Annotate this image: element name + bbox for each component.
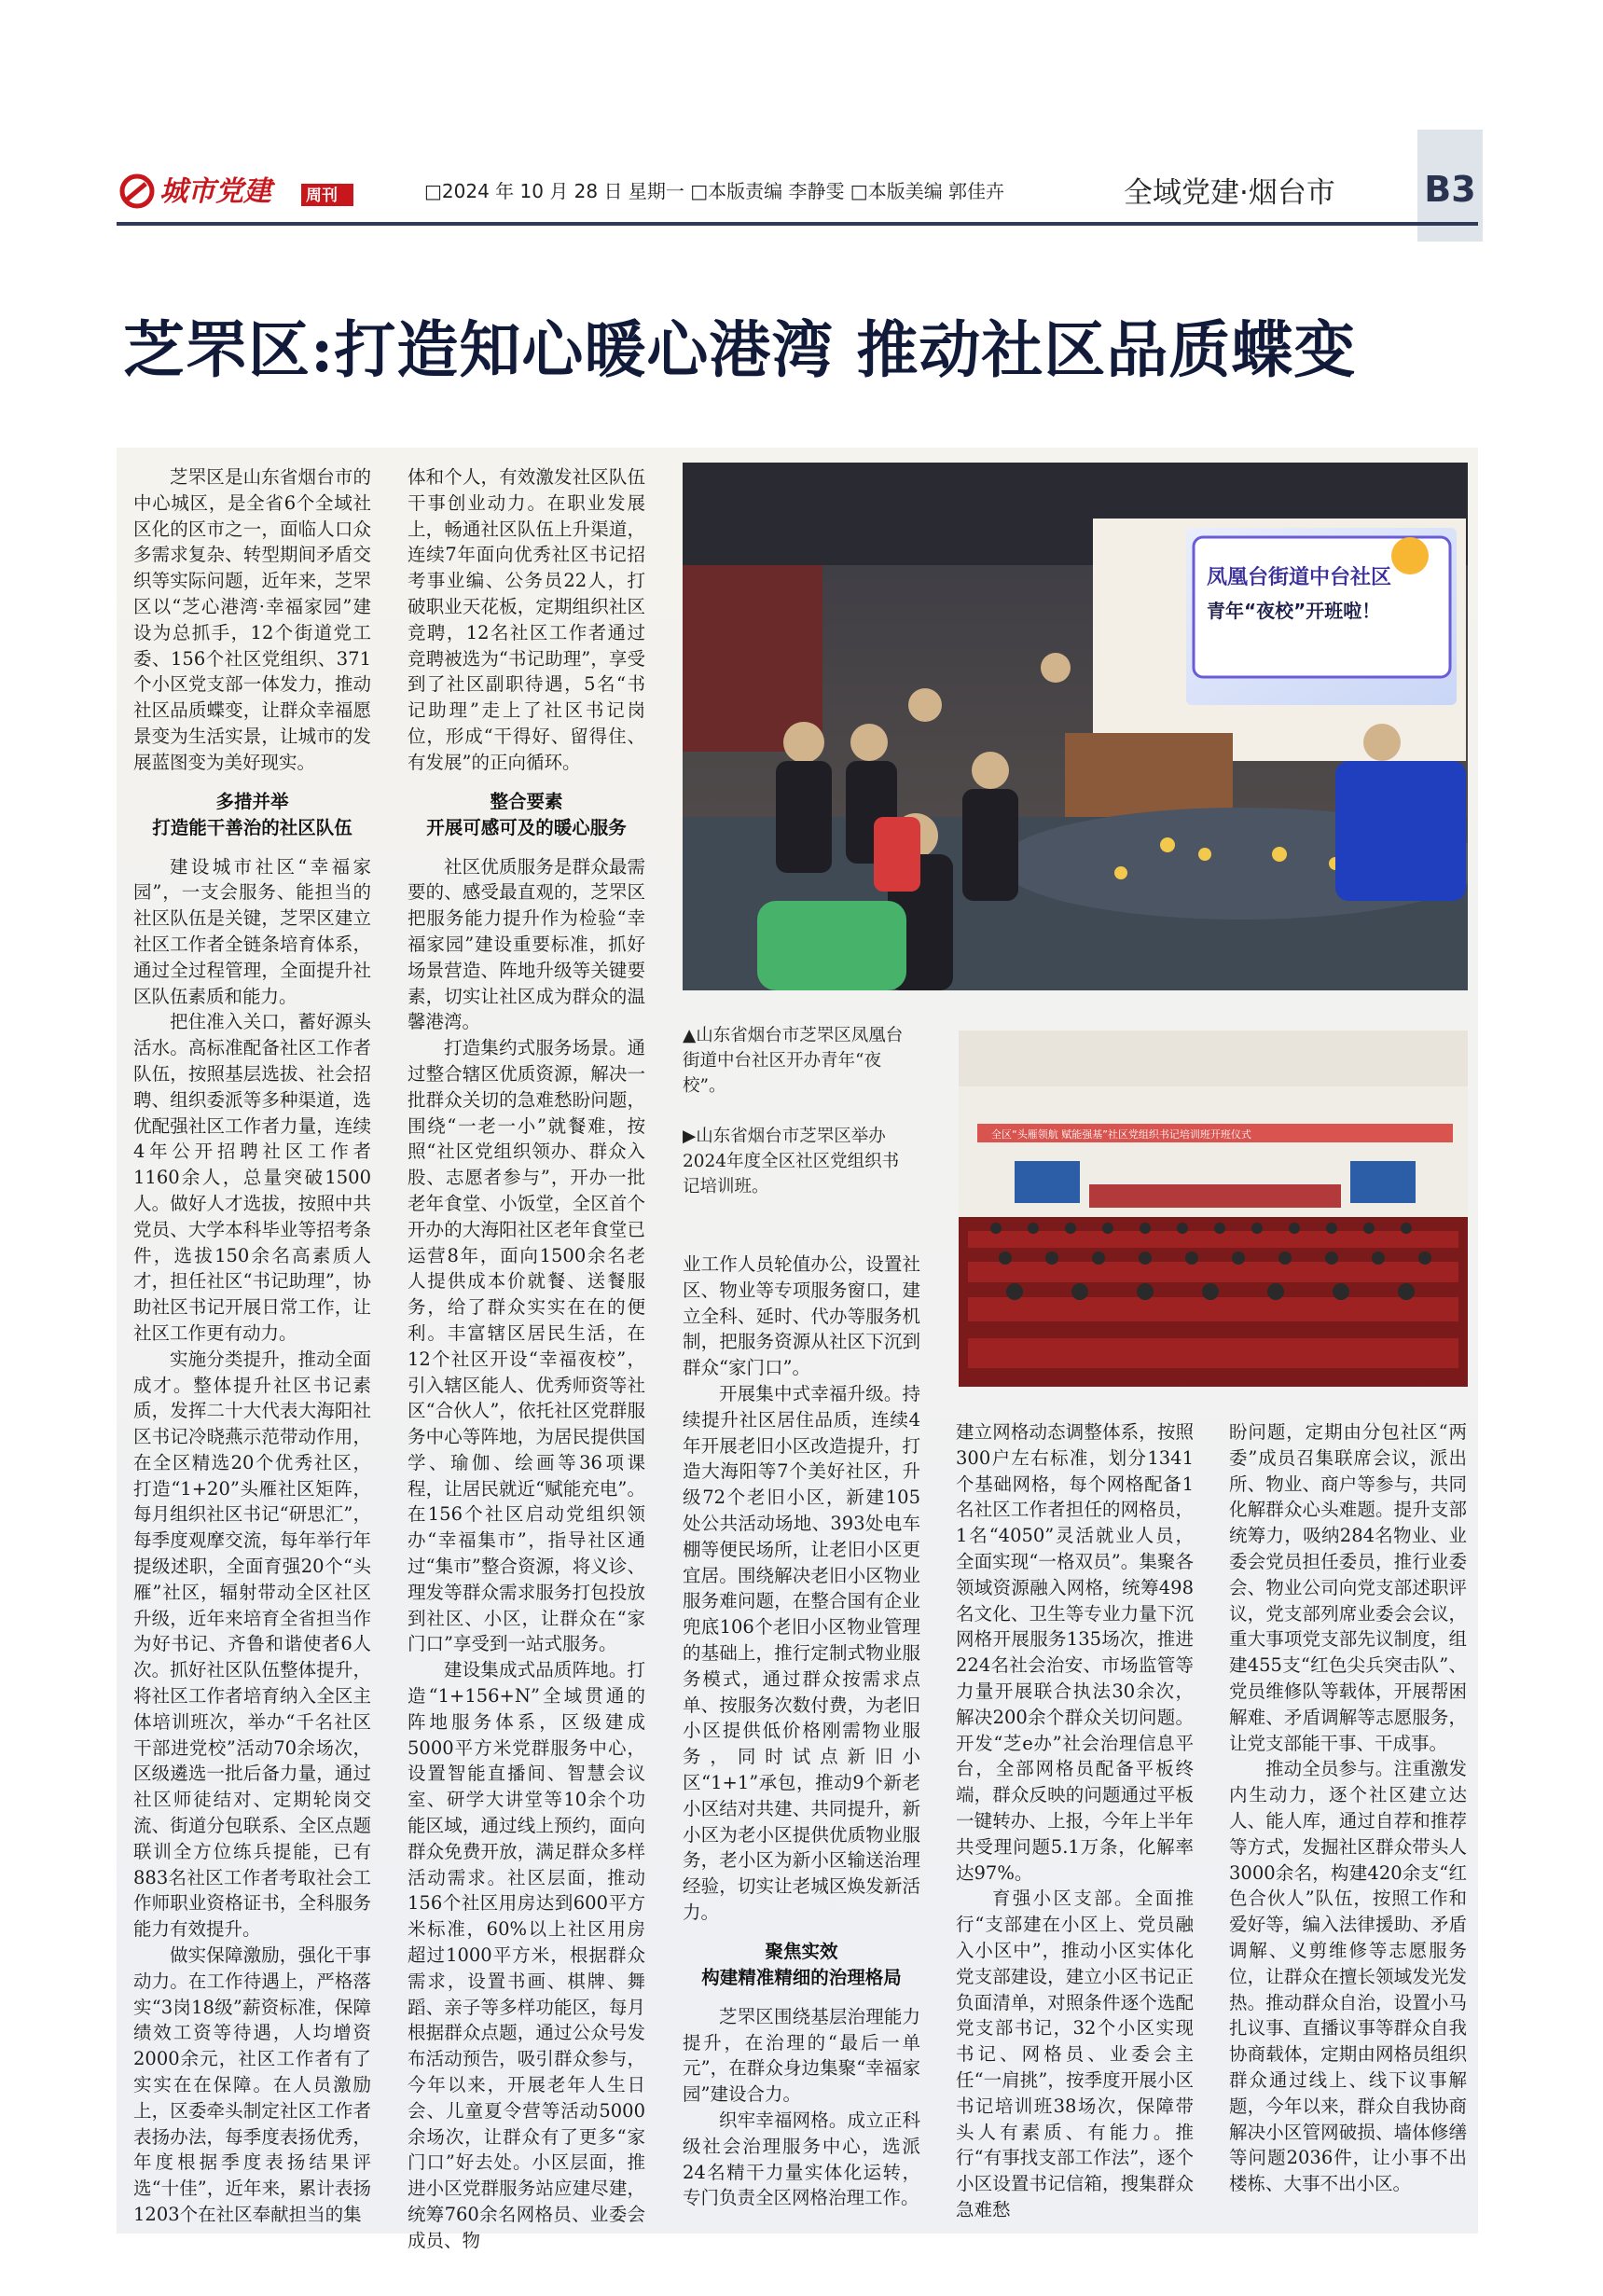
svg-text:周刊: 周刊	[306, 187, 338, 205]
photo1-caption: ▲山东省烟台市芝罘区凤凰台街道中台社区开办青年“夜校”。	[683, 1026, 904, 1096]
paragraph: 社区优质服务是群众最需要的、感受最直观的，芝罘区把服务能力提升作为检验“幸福家园”建设重要标准，抓好场景营造、阵地升级等关键要素，切实让社区成为群众的温馨港湾。	[408, 855, 645, 1033]
masthead	[117, 163, 1478, 228]
paragraph: 芝罘区是山东省烟台市的中心城区，是全省6个全域社区化的区市之一，面临人口众多需求复杂、转型期间矛盾交织等实际问题，近年来，芝罘区以“芝心港湾·幸福家园”建设为总抓手，12个街道党工委、156个社区党组织、371个小区党支部一体发力，推动社区品质蝶变，让群众幸福愿景变为生活实景，让城市的发展蓝图变为美好现实。	[133, 466, 371, 773]
paragraph: 做实保障激励，强化干事动力。在工作待遇上，严格落实“3岗18级”薪资标准，保障绩效工资等待遇，人均增资2000余元，社区工作者有了实实在在保障。在人员激励上，区委牵头制定社区工作者表扬办法，每季度表扬优秀，年度根据季度表扬结果评选“十佳”，近年来，累计表扬1203个在社区奉献担当的集	[133, 1944, 371, 2225]
subheading-line: 聚焦实效	[765, 1940, 838, 1962]
paragraph: 打造集约式服务场景。通过整合辖区优质资源，解决一批群众关切的急难愁盼问题，围绕“一老一小”就餐难，按照“社区党组织领办、群众入股、志愿者参与”，开办一批老年食堂、小饭堂，全区首个开办的大海阳社区老年食堂已运营8年，面向1500余名老人提供成本价就餐、送餐服务，给了群众实实在在的便利。丰富辖区居民生活，在12个社区开设“幸福夜校”，引入辖区能人、优秀师资等社区“合伙人”，依托社区党群服务中心等阵地，为居民提供国学、瑜伽、绘画等36项课程，让居民就近“赋能充电”。在156个社区启动党组织领办“幸福集市”，指导社区通过“集市”整合资源，将义诊、理发等群众需求服务打包投放到社区、小区，让群众在“家门口”享受到一站式服务。	[408, 1037, 645, 1655]
newspaper-logo	[117, 163, 359, 219]
article-column-3	[683, 1252, 920, 2211]
paragraph: 体和个人，有效激发社区队伍干事创业动力。在职业发展上，畅通社区队伍上升渠道，连续7年面向优秀社区书记招考事业编、公务员22人，打破职业天花板，定期组织社区竞聘，12名社区工作者通过竞聘被选为“书记助理”，享受到了社区副职待遇，5名“书记助理”走上了社区书记岗位，形成“干得好、留得住、有发展”的正向循环。	[408, 466, 645, 773]
screen-subtitle: 青年“夜校”开班啦！	[1207, 600, 1381, 622]
paragraph: 建设城市社区“幸福家园”，一支会服务、能担当的社区队伍是关键，芝罘区建立社区工作者全链条培育体系，通过全过程管理，全面提升社区队伍素质和能力。	[133, 855, 371, 1007]
paragraph: 建立网格动态调整体系，按照300户左右标准，划分1341个基础网格，每个网格配备1名社区工作者担任的网格员，1名“4050”灵活就业人员，全面实现“一格双员”。集聚各领域资源融入网格，统筹498名文化、卫生等专业力量下沉网格开展服务135场次，推进224名社会治安、市场监管等力量开展联合执法30余次，解决200余个群众关切问题。开发“芝e办”社会治理信息平台，全部网格员配备平板终端，群众反映的问题通过平板一键转办、上报，今年上半年共受理问题5.1万条，化解率达97%。	[956, 1421, 1194, 1884]
paragraph: 推动全员参与。注重激发内生动力，逐个社区建立达人、能人库，通过自荐和推荐等方式，发掘社区群众带头人3000余名，构建420余支“红色合伙人”队伍，按照工作和爱好等，编入法律援助、矛盾调解、义剪维修等志愿服务位，让群众在擅长领域发光发热。推动群众自治，设置小马扎议事、直播议事等群众自我协商载体，定期由网格员组织群众通过线上、线下议事解题，今年以来，群众自我协商解决小区管网破损、墙体修缮等问题2036件，让小事不出楼栋、大事不出小区。	[1229, 1758, 1467, 2195]
paragraph: 实施分类提升，推动全面成才。整体提升社区书记素质，发挥二十大代表大海阳社区书记冷晓燕示范带动作用，在全区精选20个优秀社区，打造“1+20”头雁社区矩阵，每月组织社区书记“研思汇”，每季度观摩交流，每年举行年提级述职，全面育强20个“头雁”社区，辐射带动全区社区升级，近年来培育全省担当作为好书记、齐鲁和谐使者6人次。抓好社区队伍整体提升，将社区工作者培育纳入全区主体培训班次，举办“千名社区干部进党校”活动70余场次，区级遴选一批后备力量，通过社区师徒结对、定期轮岗交流、街道分包联系、全区点题联训全方位练兵提能，已有883名社区工作者考取社会工作师职业资格证书，全科服务能力有效提升。	[133, 1348, 371, 1941]
page-number: B3	[1424, 169, 1476, 210]
subheading-line: 构建精准精细的治理格局	[701, 1966, 902, 1988]
paragraph: 开展集中式幸福升级。持续提升社区居住品质，连续4年开展老旧小区改造提升，打造大海阳等7个美好社区，升级72个老旧小区，新建105处公共活动场地、393处电车棚等便民场所，让老旧小区更宜居。围绕解决老旧小区物业服务难问题，在整合国有企业兜底106个老旧小区物业管理的基础上，推行定制式物业服务模式，通过群众按需求点单、按服务次数付费，为老旧小区提供低价格刚需物业服务，同时试点新旧小区“1+1”承包，推动9个新老小区结对共建、共同提升，新小区为老小区提供优质物业服务，老小区为新小区输送治理经验，切实让老城区焕发新活力。	[683, 1382, 920, 1923]
paragraph: 育强小区支部。全面推行“支部建在小区上、党员融入小区中”，推动小区实体化党支部建设，建立小区书记正负面清单，对照条件逐个选配党支部书记，32个小区实现书记、网格员、业委会主任“一肩挑”，按季度开展小区书记培训班38场次，保障带头人有素质、有能力。推行“有事找支部工作法”，逐个小区设置书记信箱，搜集群众急难愁	[956, 1888, 1194, 2220]
headline: 芝罘区:打造知心暖心港湾 推动社区品质蝶变	[123, 313, 1357, 386]
party-emblem-icon	[117, 163, 359, 219]
article-column-1	[133, 464, 371, 2228]
subheading-1	[133, 789, 371, 841]
masthead-rule	[117, 222, 1478, 226]
screen-title: 凤凰台街道中台社区	[1207, 566, 1392, 589]
paragraph: 业工作人员轮值办公，设置社区、物业等专项服务窗口，建立全科、延时、代办等服务机制，把服务资源从社区下沉到群众“家门口”。	[683, 1253, 920, 1379]
subheading-3	[683, 1939, 920, 1991]
photo-youth-night-school	[683, 463, 1468, 990]
paragraph: 盼问题，定期由分包社区“两委”成员召集联席会议，派出所、物业、商户等参与，共同化解群众心头难题。提升支部统筹力，吸纳284名物业、业委会党员担任委员，推行业委会、物业公司向党支部述职评议，党支部列席业委会会议，重大事项党支部先议制度，组建455支“红色尖兵突击队”、党员维修队等载体，开展帮困解难、矛盾调解等志愿服务，让党支部能干事、干成事。	[1229, 1421, 1467, 1754]
section-name: 全域党建·烟台市	[1124, 176, 1335, 210]
photo2-caption: ▶山东省烟台市芝罘区举办2024年度全区社区党组织书记培训班。	[683, 1127, 900, 1196]
paragraph: 织牢幸福网格。成立正科级社会治理服务中心，选派24名精干力量实体化运转，专门负责全区网格治理工作。	[683, 2109, 920, 2209]
photo-training-class	[959, 1030, 1468, 1387]
subheading-line: 开展可感可及的暖心服务	[426, 816, 627, 838]
svg-text:城市党建: 城市党建	[159, 175, 271, 208]
subheading-line: 多措并举	[215, 790, 289, 812]
dateline: □2024 年 10 月 28 日 星期一 □本版责编 李静雯 □本版美编 郭佳卉	[424, 180, 1005, 202]
paragraph: 芝罘区围绕基层治理能力提升，在治理的“最后一单元”，在群众身边集聚“幸福家园”建设合力。	[683, 2005, 920, 2106]
article-column-2	[408, 464, 645, 2254]
subheading-line: 整合要素	[490, 790, 563, 812]
subheading-line: 打造能干善治的社区队伍	[152, 816, 352, 838]
article-column-4	[956, 1419, 1194, 2223]
banner-text: 全区“头雁领航 赋能强基”社区党组织书记培训班开班仪式	[991, 1128, 1251, 1141]
article-column-5	[1229, 1419, 1467, 2197]
subheading-2	[408, 789, 645, 841]
paragraph: 建设集成式品质阵地。打造“1+156+N”全域贯通的阵地服务体系，区级建成5000平方米党群服务中心，设置智能直播间、智慧会议室、研学大讲堂等10余个功能区域，通过线上预约，面向群众免费开放，满足群众多样活动需求。社区层面，推动156个社区用房达到600平方米标准，60%以上社区用房超过1000平方米，根据群众需求，设置书画、棋牌、舞蹈、亲子等多样功能区，每月根据群众点题，通过公众号发布活动预告，吸引群众参与，今年以来，开展老年人生日会、儿童夏令营等活动5000余场次，让群众有了更多“家门口”好去处。小区层面，推进小区党群服务站应建尽建，统筹760余名网格员、业委会成员、物	[408, 1659, 645, 2251]
paragraph: 把住准入关口，蓄好源头活水。高标准配备社区工作者队伍，按照基层选拔、社会招聘、组织委派等多种渠道，选优配强社区工作者力量，连续4年公开招聘社区工作者1160余人，总量突破1500人。做好人才选拔，按照中共党员、大学本科毕业等招考条件，选拔150余名高素质人才，担任社区“书记助理”，协助社区书记开展日常工作，让社区工作更有动力。	[133, 1011, 371, 1344]
